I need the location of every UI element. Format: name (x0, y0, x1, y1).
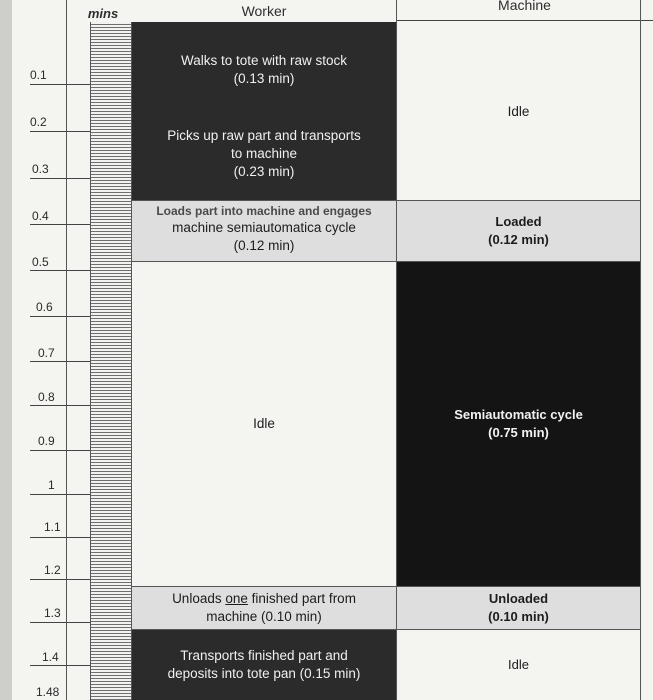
worker-activity-picks-up (132, 108, 396, 200)
tick-line (30, 178, 90, 179)
state-duration: (0.75 min) (488, 425, 549, 440)
tick-label: 0.6 (36, 300, 53, 314)
worker-activity-idle (132, 262, 396, 586)
state-text: Semiautomatic cycle (454, 407, 583, 423)
activity-duration: (0.13 min) (233, 71, 295, 86)
activity-text-part: finished part from (247, 590, 356, 606)
activity-duration: (0.23 min) (233, 164, 295, 180)
tick-label: 1.4 (42, 650, 59, 664)
worker-header: Worker (241, 3, 287, 19)
state-duration: (0.10 min) (488, 609, 549, 624)
worker-activity-walks (132, 22, 396, 108)
machine-state-idle (397, 21, 640, 200)
tick-line (30, 450, 90, 451)
activity-text: Idle (253, 415, 275, 431)
activity-text: Picks up raw part and transports (167, 127, 361, 143)
mins-header: mins (87, 5, 119, 21)
activity-text: machine semiautomatica cycle (172, 219, 356, 235)
tick-label: 1 (48, 478, 55, 492)
tick-line (30, 84, 90, 85)
tick-line (30, 270, 90, 271)
tick-label: 0.9 (38, 434, 55, 448)
machine-state-idle-end (397, 630, 640, 700)
tick-label: 0.5 (32, 255, 49, 269)
tick-label: 0.3 (32, 162, 49, 176)
tick-line (30, 361, 90, 362)
activity-text: to machine (230, 145, 298, 161)
activity-text: deposits into tote pan (0.15 min) (167, 666, 361, 681)
tick-label: 0.1 (30, 68, 47, 82)
time-ruler (90, 22, 132, 700)
state-duration: (0.12 min) (488, 232, 549, 247)
tick-label: 0.7 (38, 346, 55, 360)
tick-line (30, 405, 90, 406)
right-column-line (640, 0, 641, 700)
activity-duration: machine (0.10 min) (206, 609, 322, 624)
tick-label: 1.1 (44, 520, 61, 534)
state-text: Idle (508, 657, 529, 673)
activity-text (172, 590, 356, 608)
state-text: Idle (507, 104, 530, 119)
activity-text: Loads part into machine and engages (156, 203, 372, 218)
activity-text-emphasis: one (225, 590, 248, 606)
activity-text: Transports finished part and (180, 647, 348, 663)
activity-duration: (0.12 min) (233, 238, 295, 254)
tick-line (30, 131, 90, 132)
worker-activity-transports (132, 630, 396, 700)
tick-label: 0.4 (32, 209, 49, 223)
tick-line (30, 579, 90, 580)
tick-label: 0.8 (38, 390, 55, 404)
machine-state-loaded (397, 200, 640, 262)
tick-line (30, 224, 90, 225)
state-text: Loaded (495, 214, 542, 230)
tick-line (30, 316, 90, 317)
state-text: Unloaded (488, 591, 549, 607)
tick-label: 1.2 (44, 563, 61, 577)
tick-label: 0.2 (30, 115, 47, 129)
tick-line (30, 622, 90, 623)
machine-header: Machine (498, 0, 551, 13)
tick-line (30, 665, 90, 666)
activity-text-part: Unloads (172, 590, 226, 606)
machine-state-unloaded (397, 586, 640, 630)
activity-text: Walks to tote with raw stock (180, 52, 348, 68)
worker-activity-unloads (132, 586, 396, 630)
tick-label: 1.48 (36, 685, 60, 699)
tick-line (30, 537, 90, 538)
worker-activity-loads (132, 200, 396, 262)
tick-label: 1.3 (44, 606, 61, 620)
worker-machine-chart (12, 0, 653, 700)
tick-line (30, 494, 90, 495)
machine-state-semiautomatic (397, 262, 640, 586)
